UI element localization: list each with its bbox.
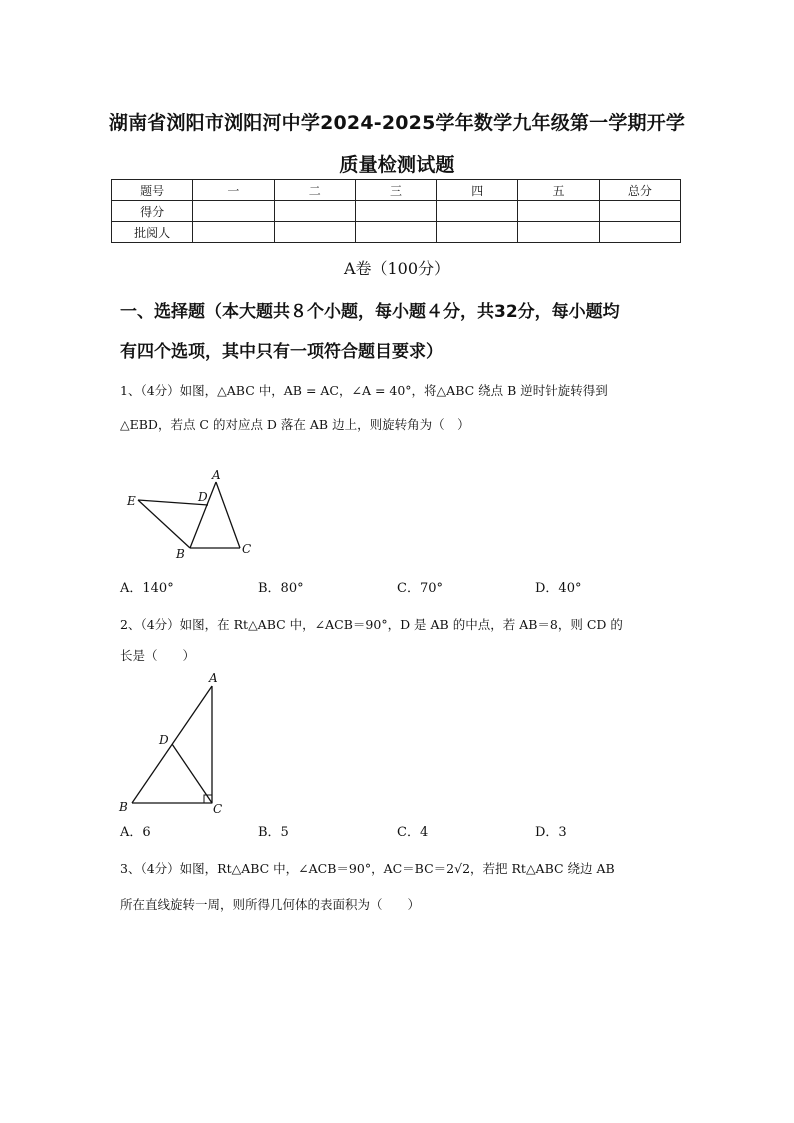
table-cell: 二 <box>274 180 355 201</box>
q2-option-c: C．4 <box>397 825 429 840</box>
figure-label-c: C <box>242 542 252 556</box>
table-cell: 四 <box>437 180 518 201</box>
q1-option-d: D．40° <box>535 581 582 596</box>
figure-label-e: E <box>127 494 136 508</box>
q1-text-line1: 1、（4分）如图，△ABC 中，AB = AC，∠A = 40°，将△ABC 绕点 B 逆时针旋转得到 <box>120 383 608 398</box>
page-title-line1: 湖南省浏阳市浏阳河中学2024-2025学年数学九年级第一学期开学 <box>108 112 686 134</box>
q2-text-line1: 2、（4分）如图，在 Rt△ABC 中，∠ACB＝90°，D 是 AB 的中点，若 AB＝8，则 CD 的 <box>120 617 623 632</box>
figure-label-c: C <box>213 802 223 816</box>
figure-label-b: B <box>119 800 128 814</box>
score-cell <box>355 201 436 222</box>
score-cell <box>599 222 680 243</box>
table-row <box>112 222 681 243</box>
q1-figure <box>118 465 268 565</box>
section-heading-line2: 有四个选项，其中只有一项符合题目要求） <box>120 342 443 362</box>
q1-option-b: B．80° <box>258 581 304 596</box>
table-cell: 题号 <box>112 180 193 201</box>
q2-option-a: A．6 <box>120 825 151 840</box>
figure-label-a: A <box>212 468 221 482</box>
q2-figure <box>112 668 232 818</box>
table-cell: 三 <box>355 180 436 201</box>
q2-option-d: D．3 <box>535 825 567 840</box>
table-cell: 批阅人 <box>112 222 193 243</box>
score-cell <box>193 201 274 222</box>
score-table <box>111 179 681 243</box>
score-cell <box>518 201 599 222</box>
q2-text-line2: 长是（ ） <box>120 648 196 663</box>
table-cell: 得分 <box>112 201 193 222</box>
table-cell: 总分 <box>599 180 680 201</box>
paper-part-heading: A卷（100分） <box>343 259 451 278</box>
table-row <box>112 201 681 222</box>
q1-text-line2: △EBD，若点 C 的对应点 D 落在 AB 边上，则旋转角为（ ） <box>120 417 470 432</box>
table-cell: 一 <box>193 180 274 201</box>
score-cell <box>274 201 355 222</box>
figure-label-a: A <box>209 671 218 685</box>
q1-option-a: A．140° <box>120 581 174 596</box>
figure-label-b: B <box>176 547 185 561</box>
q1-option-c: C．70° <box>397 581 443 596</box>
page-title-line2: 质量检测试题 <box>339 154 455 176</box>
score-cell <box>518 222 599 243</box>
figure-label-d: D <box>198 490 208 504</box>
q3-text-line1: 3、（4分）如图，Rt△ABC 中，∠ACB＝90°，AC＝BC＝2√2，若把 Rt△ABC 绕边 AB <box>120 861 615 876</box>
score-cell <box>437 201 518 222</box>
section-heading-line1: 一、选择题（本大题共８个小题，每小题４分，共32分，每小题均 <box>120 302 620 322</box>
score-cell <box>274 222 355 243</box>
q3-text-line2: 所在直线旋转一周，则所得几何体的表面积为（ ） <box>120 897 421 912</box>
figure-label-d: D <box>159 733 169 747</box>
table-row <box>112 180 681 201</box>
score-cell <box>437 222 518 243</box>
table-cell: 五 <box>518 180 599 201</box>
q2-option-b: B．5 <box>258 825 289 840</box>
score-cell <box>355 222 436 243</box>
score-cell <box>599 201 680 222</box>
score-cell <box>193 222 274 243</box>
